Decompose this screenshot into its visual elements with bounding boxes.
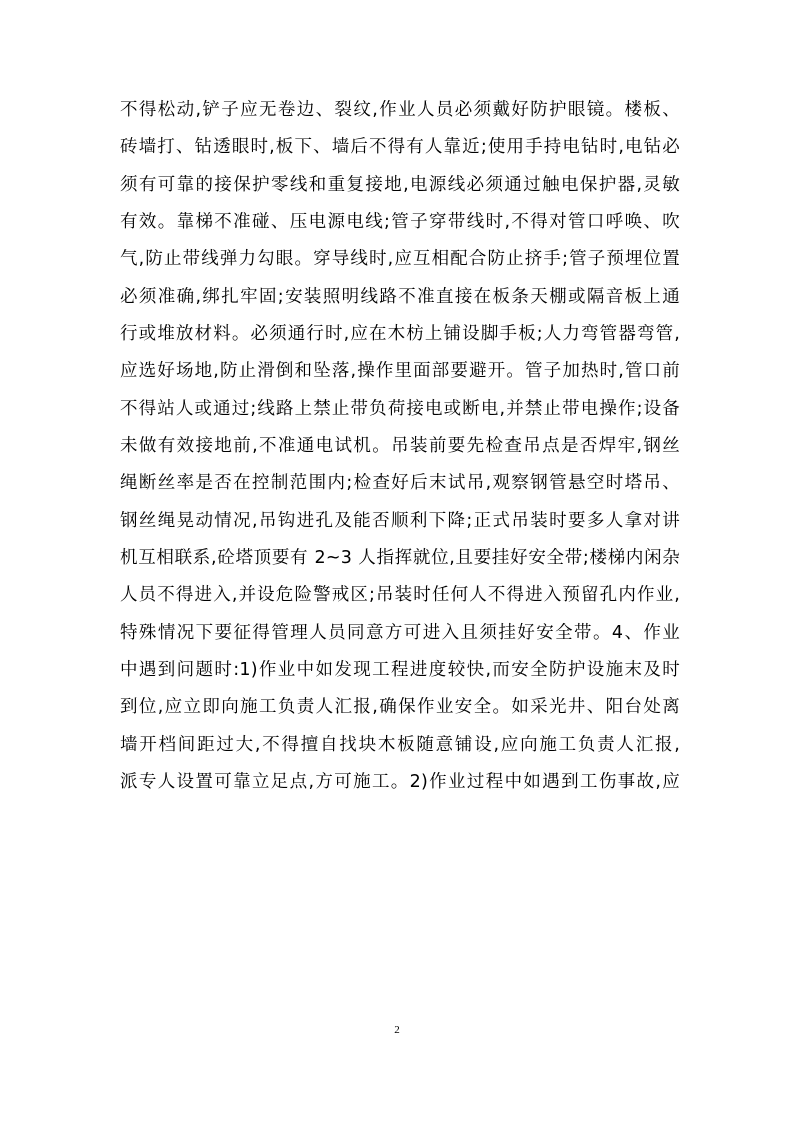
text-line: 钢丝绳晃动情况,吊钩进孔及能否顺利下降;正式吊装时要多人拿对讲 [120, 510, 680, 531]
text-line: 不得站人或通过;线路上禁止带负荷接电或断电,并禁止带电操作;设备 [120, 398, 680, 419]
text-line: 须有可靠的接保护零线和重复接地,电源线必须通过触电保护器,灵敏 [120, 174, 680, 195]
text-line: 必须准确,绑扎牢固;安装照明线路不准直接在板条天棚或隔音板上通 [120, 286, 680, 307]
text-line: 特殊情况下要征得管理人员同意方可进入且须挂好安全带。4、作业 [120, 622, 680, 643]
text-line: 气,防止带线弹力勾眼。穿导线时,应互相配合防止挤手;管子预埋位置 [120, 249, 680, 270]
text-line: 绳断丝率是否在控制范围内;检查好后末试吊,观察钢管悬空时塔吊、 [120, 473, 680, 494]
text-line: 中遇到问题时:1)作业中如发现工程进度较快,而安全防护设施末及时 [120, 659, 680, 680]
text-line: 应选好场地,防止滑倒和坠落,操作里面部要避开。管子加热时,管口前 [120, 361, 680, 382]
text-line: 不得松动,铲子应无卷边、裂纹,作业人员必须戴好防护眼镜。楼板、 [120, 100, 680, 120]
text-line: 未做有效接地前,不准通电试机。吊装前要先检查吊点是否焊牢,钢丝 [120, 435, 680, 456]
text-line: 机互相联系,砼塔顶要有 2~3 人指挥就位,且要挂好安全带;楼梯内闲杂 [120, 547, 680, 568]
body-text [120, 92, 680, 801]
page-number: 2 [394, 1024, 400, 1036]
text-line: 派专人设置可靠立足点,方可施工。2)作业过程中如遇到工伤事故,应 [120, 771, 680, 792]
text-line: 有效。靠梯不准碰、压电源电线;管子穿带线时,不得对管口呼唤、吹 [120, 211, 680, 232]
text-line: 墙开档间距过大,不得擅自找块木板随意铺设,应向施工负责人汇报, [120, 734, 680, 755]
text-line: 行或堆放材料。必须通行时,应在木枋上铺设脚手板;人力弯管器弯管, [120, 323, 680, 344]
text-line: 人员不得进入,并设危险警戒区;吊装时任何人不得进入预留孔内作业, [120, 585, 680, 606]
text-line: 砖墙打、钻透眼时,板下、墙后不得有人靠近;使用手持电钻时,电钻必 [120, 137, 680, 158]
text-line: 到位,应立即向施工负责人汇报,确保作业安全。如采光井、阳台处离 [120, 697, 680, 718]
